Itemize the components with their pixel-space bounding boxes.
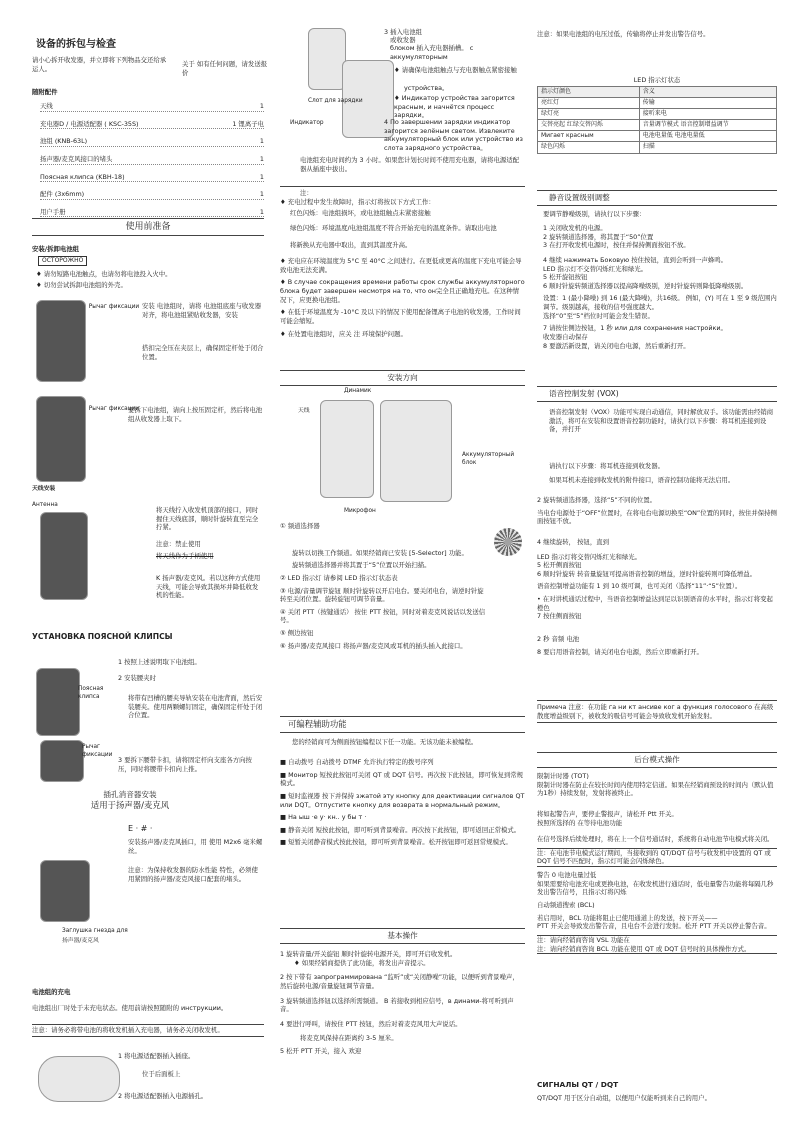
low-voltage-note: 注意：如果电池组的电压过低，传输将停止并发出警告信号。 xyxy=(537,30,710,38)
squelch-step: 收发器自动保存 xyxy=(543,333,588,342)
charge-note-item: 将新换从充电器中取出，直到其温度升高。 xyxy=(290,240,412,249)
bg-item: 警告 0 电池电量过低 xyxy=(537,871,597,880)
jack-title: 插孔消音器安装 xyxy=(103,790,157,799)
bg-item: 自动频道搜索 (BCL) xyxy=(537,901,595,910)
charge-note-item: ♦ 在低于环境温度为 -10°C 及以下的情况下使用配备锂离子电池的收发器，工作时间可能会缩短。 xyxy=(280,308,525,325)
basic-ops-title: 基本操作 xyxy=(280,928,525,944)
radio-front-figure xyxy=(380,400,452,502)
clip-step-2b: 将带有凹槽的腰夹导轨安装在电池背面，然后安装腰夹。使用两颗螺钉固定，确保固定杆处于闭合位置。 xyxy=(128,694,263,720)
charge-bullet-2: устройства。 xyxy=(404,84,449,92)
squelch-step: 2 旋转频道选择器，将其置于“50”位置 xyxy=(543,232,654,241)
control-item: ① 频道选择器 xyxy=(280,522,320,530)
label-plug: Заглушка гнезда для xyxy=(62,928,128,934)
background-ops-title: 后台模式操作 xyxy=(537,752,777,768)
squelch-step: LED 指示灯不交替闪烁红光和绿光。 xyxy=(543,264,648,273)
bg-item: 限制计时器在防止在较长时间内使用特定信道。如果在经销商预设的时间内（默认值为1秒）持续发射，发射将被终止。 xyxy=(537,780,774,798)
label-charging-slot: Слот для зарядки xyxy=(308,98,363,104)
intro-right-text: 关于 如有任何问题，请发送报价 xyxy=(182,60,268,77)
vox-step: 5 松开侧面按钮 xyxy=(537,561,582,570)
step-2-text: 要拆下电池组，请向上按压固定杆，然后将电池组从收发器上取下。 xyxy=(128,406,263,423)
led-table xyxy=(537,86,777,154)
programmable-item: ■ На ыш ·е у· кн.. у бы т · xyxy=(280,813,367,822)
background-ops-list xyxy=(537,772,777,954)
vox-step: LED 指示灯将交替闪烁红光和绿光。 xyxy=(537,552,642,561)
battery-figure xyxy=(308,28,346,90)
qt-dqt-text: QT/DQT 用于区分自动组，以便用户仅能听到来自己的用户。 xyxy=(537,1094,711,1102)
led-table-row: Мигает красным 电池电量低 电池电量低 xyxy=(538,131,777,142)
vox-title: 语音控制发射 (VOX) xyxy=(537,386,777,402)
vox-intro: 语音控制发射（VOX）功能可实现自动通信，同时解放双手。该功能需由经销商激活，将可在安装和设置语音控制功能时，请执行以下步骤：将耳机连接到设备，并打开 xyxy=(549,408,774,434)
programmable-item: ■ Монитор 短按此按钮可关闭 QT 或 DQT 信号。再次按下此按钮，即可恢复到常规模式。 xyxy=(280,770,524,788)
jack-text-1: E · # · xyxy=(128,824,153,833)
squelch-steps xyxy=(543,224,777,350)
charge-bullet-3: ♦ Индикатор устройства загорится красным, и начнётся процесс зарядки。 xyxy=(394,94,525,120)
squelch-step: 3 在打开收发机电源时，按住并保持侧面按钮不放。 xyxy=(543,241,690,250)
squelch-step: 6 顺时针旋转频道选择器以提高降噪级别，逆时针旋转则降低降噪级别。 xyxy=(543,281,748,290)
jack-note: 注意：为保持收发器的防水性能 特性，必须使用紧固的扬声器/麦克风接口配套的堵头。 xyxy=(128,866,258,883)
label-antenna-2: 天线 xyxy=(298,408,310,414)
vox-step: 2 秒 音频 电池 xyxy=(537,635,580,644)
step-1-text: 安装 电池组时，请将 电池组底座与收发器对齐，将电池组紧贴收发器，安装 xyxy=(142,302,262,319)
jack-text-2: 安装扬声器/麦克风插口，用 使用 M2x6 毫米螺丝。 xyxy=(128,838,263,855)
programmable-item: ■ 静音关闭 短按此按钮，即可听到背景噪音。再次按下此按钮，即可返回正常模式。 xyxy=(280,825,521,834)
accessory-row: 配件 (3x6mm) 1 xyxy=(40,190,264,199)
accessory-row: 池组 (KNB-63L) 1 xyxy=(40,137,264,146)
basic-step: ♦ 如果经销商提供了此功能，将发出声音提示。 xyxy=(294,959,525,968)
control-item: ⑤ 侧边按钮 xyxy=(280,629,314,638)
bg-item: PTT 开关会导致发出警告音，且电台不会进行发射。松开 PTT 开关以停止警告音。 xyxy=(537,922,771,931)
clip-install-figure xyxy=(36,668,80,736)
control-item: 旋转以切换工作频道。如果经销商已安装 [5-Selector] 功能。 xyxy=(292,548,468,557)
charge-note-item: ♦ 充电过程中发生故障时，指示灯将按以下方式工作： xyxy=(280,198,525,207)
squelch-intro: 要调节静噪级别，请执行以下步骤： xyxy=(543,210,646,218)
label-microphone: Микрофон xyxy=(344,508,376,514)
vox-note: Примеча 注意：在功能 га ни кт ансиве ког а функция голосового 在高级散度增益级别下，被收发的吸信号可能会导致收发机开始发射。 xyxy=(537,700,777,723)
vox-step: 语音控制增益功能有 1 到 10 级可调，也可关闭（选择“11”·“5”位置）。 xyxy=(537,582,742,591)
page-title: 设备的拆包与检查 xyxy=(36,39,116,50)
vox-steps xyxy=(537,496,777,656)
intro-text: 请小心拆开收发器，并立即将下列物品交还给承运人。 xyxy=(32,56,167,73)
channel-knob-figure xyxy=(494,528,522,556)
radio-back-figure xyxy=(320,400,374,498)
charge-step-3a: 3 插入电池组 xyxy=(384,28,423,36)
accessory-row: 天线 1 xyxy=(40,102,264,110)
charge-note-item: 红色闪烁：电池组损坏，或电池组触点未紧密接触 xyxy=(290,209,431,218)
caution-item: ♦ 请勿短路电池触点，也请勿将电池投入火中。 xyxy=(36,270,264,279)
led-table-row: 亮红灯 传输 xyxy=(538,98,777,109)
notes-label: 注： xyxy=(300,189,313,197)
led-table-title: LED 指示灯状态 xyxy=(633,76,681,84)
squelch-step: 5 松开旋钮按钮 xyxy=(543,273,588,282)
label-speaker: Динамик xyxy=(344,388,372,394)
jack-title-2: 适用于扬声器/麦克风 xyxy=(90,800,170,810)
label-antenna: Антенна xyxy=(32,502,58,508)
vox-step: 7 按住侧面按钮 xyxy=(537,612,582,621)
antenna-text-2: K 扬声器/麦克风。若以这种方式使用天线，可能会导致其损坏并降低收发机的性能。 xyxy=(156,574,261,600)
programmable-item: ■ 短暂关闭静音模式按此按钮，即可听到背景噪音。松开按钮即可返回常规模式。 xyxy=(280,838,512,847)
qt-dqt-title: СИГНАЛЫ QT / DQT xyxy=(537,1080,619,1089)
led-table-header: 指示灯颜色 含义 xyxy=(538,87,777,98)
squelch-step: 1 关闭收发机的电源。 xyxy=(543,224,607,232)
squelch-step: 设置：1 (最小降噪) 到 16 (最大降噪)，共16级。 例如，(Y) 可在 1 至 9 级范围内调节。级别越高，接收的信号强度越大。 xyxy=(543,294,777,312)
squelch-step: 选择“0”至“5”档位时可能会发生错误。 xyxy=(543,311,654,320)
control-item: ⑥ 扬声器/麦克风接口 将扬声器/麦克风或耳机的插头插入此接口。 xyxy=(280,641,467,650)
control-item: 旋转频道选择器并将其置于“5”位置以开始扫描。 xyxy=(292,561,431,570)
charge-step-3b: 或收发器 xyxy=(390,36,416,44)
caution-item: ♦ 切勿尝试拆卸电池组的外壳。 xyxy=(36,281,264,290)
charge-label-rear: 位于后面板上 xyxy=(142,1070,181,1078)
label-lever-2: Рычаг фиксации xyxy=(88,406,140,412)
bg-item: 注：请向经销商咨询 BCL 功能在使用 QT 或 DQT 信号时的具体操作方式。 xyxy=(537,945,777,955)
clip-step-1: 1 按照上述说明取下电池组。 xyxy=(118,658,201,666)
charger-figure xyxy=(38,1056,120,1102)
led-table-row: 绿色闪烁 扫描 xyxy=(538,142,777,153)
basic-step: 5 松开 PTT 开关，接入 欢迎 xyxy=(280,1047,362,1056)
label-battery-pack: Аккумуляторный блок xyxy=(462,452,515,466)
basic-step: 将麦克风保持在距离约 3-5 厘米。 xyxy=(300,1034,398,1043)
label-belt-clip: Поясная клипса xyxy=(78,686,104,700)
charge-note-item: ♦ В случае сокращения времени работы срок службы аккумуляторного блока будет завершен несмотря на то, что он完全且正确地充电。在这种情况下，应更换电池组。 xyxy=(280,278,525,304)
vox-step: 当电台电源处于“OFF”位置时，在将电台电源切换至“ON”位置的同时，按住并保持侧面按钮不放。 xyxy=(537,508,777,526)
charge-note-item: ♦ 在处置电池组时，应关 注 环境保护问题。 xyxy=(280,330,525,339)
bg-item: 限制计时器 (TOT) xyxy=(537,772,589,780)
control-item: ④ 关闭 PTT（按键通话） 按住 PTT 按钮，同时对着麦克风说话以发送信号。 xyxy=(280,607,486,625)
accessory-row: 扬声器/麦克风接口的堵头 1 xyxy=(40,154,264,163)
vox-step: 6 顺时针旋转 转音量旋钮可提高语音控制的增益，逆时针旋转则可降低增益。 xyxy=(537,569,757,578)
accessory-row: 充电器D / 电源适配器 ( KSC-35S) 1 锂离子电 xyxy=(40,119,264,128)
bg-item: 若启用时，BCL 功能将阻止已使用通道上的发送，按下开关—— xyxy=(537,913,718,922)
vox-step: • 在对讲机通话过程中，当语音控制增益达到足以识别语音的水平时，指示灯将变起橙色 xyxy=(537,595,773,612)
programmable-title: 可编程辅助功能 xyxy=(280,716,525,733)
programmable-list xyxy=(280,758,525,847)
charge-step-1: 1 将电源适配器插入插座。 xyxy=(118,1052,195,1060)
charge-note-item: ♦ 充电应在环境温度为 5°C 至 40°C 之间进行。在更低或更高的温度下充电可能会导致电池无法充满。 xyxy=(280,257,525,274)
caution-label: ОСТОРОЖНО xyxy=(38,256,87,266)
charge-step-3c: блоком 插入充电器插槽。 с аккумуляторным xyxy=(390,44,474,61)
squelch-step: 4 继续 нажимать Боковую 按住按钮，直到会听到一声蜂鸣。 xyxy=(543,255,728,264)
basic-step: 3 旋转频道选择钮以选择所需频道。 В 若接收到相应信号，в динами-将可听到声音。 xyxy=(280,996,514,1014)
antenna-figure xyxy=(40,512,88,600)
antenna-note: 注意：禁止使用 xyxy=(156,540,201,548)
bg-item: 在信号选择后续处理时，将在上一个信号通话时，系统将自动电池节电模式将关闭。 xyxy=(537,835,774,844)
bg-item: 注：在电池节电模式运行期间，当接收到的 QT/DQT 信号与收发机中设置的 QT 或 DQT 信号不匹配时，指示灯可能会闪烁绿色。 xyxy=(537,848,777,867)
charge-step-2: 2 将电源适配器插入电源插孔。 xyxy=(118,1092,208,1100)
vox-step: 4 继续旋转， 按钮，直到 xyxy=(537,537,610,546)
accessory-row: 用户手册 1 xyxy=(40,207,264,216)
programmable-item: ■ 自动拨号 自动拨号 DTMF 允许执行特定的拨号序列 xyxy=(280,758,434,766)
battery-heading: 安装/拆卸电池组 xyxy=(32,245,80,253)
accessories-heading: 随附配件 xyxy=(32,88,58,96)
vox-text-2: 请执行以下步骤：将耳机连接到收发器。 xyxy=(549,462,665,470)
controls-list xyxy=(280,522,490,650)
label-antenna-install: 天线安装 xyxy=(32,486,56,492)
basic-step: 1 旋转音量/开关旋钮 顺时针旋转电源开关，即可开启收发机。 xyxy=(280,950,457,958)
charge-time-text: 电池组充电时间约为 3 小时。如果您计划长时间不使用充电器，请将电源适配器从插座中拔出。 xyxy=(300,156,520,173)
clip-remove-figure xyxy=(40,740,84,782)
bg-item: 将如起警告声，要停止警报声，请松开 Ptt 开关。 xyxy=(537,809,678,818)
programmable-item: ■ 短时监视器 按下并保持 зжатой эту кнопку для деактивации сигналов QT или DQT。Отпустите кнопку для возврата в нормальный режим。 xyxy=(280,791,525,809)
caution-box xyxy=(38,256,87,266)
accessories-list xyxy=(40,102,264,225)
basic-step: 2 按下带有 запрограммирована “监听”或“关闭静噪”功能，以便听到背景噪声，然后旋转电源/音量旋钮调节音量。 xyxy=(280,973,519,990)
programmable-intro: 您的经销商可为侧面按钮编程以下任一功能。无该功能未被编程。 xyxy=(292,738,478,746)
section-prep-title: 使用前准备 xyxy=(32,218,264,236)
led-table-row: 绿灯亮 接听来电 xyxy=(538,109,777,120)
control-item: ③ 电源/音量调节旋钮 顺时针旋转以开启电台。要关闭电台，请逆时针旋转至关闭位置。旋转旋钮可调节音量。 xyxy=(280,586,484,604)
jack-figure xyxy=(40,860,90,922)
battery-remove-figure xyxy=(36,396,86,482)
charge-text: 电池组出厂时处于未充电状态。使用前请按照随附的 инструкции。 xyxy=(32,1004,228,1012)
charge-step-4: 4 По завершении зарядки индикатор загорится зелёным светом. Извлеките аккумуляторный блок или устройство из слота зарядного устройства。 xyxy=(384,118,523,152)
orientation-title: 安装方向 xyxy=(280,370,525,386)
charge-note: 注意：请务必将带电池的将收发机插入充电器，请务必关闭收发机。 xyxy=(32,1024,264,1037)
step-1b-text: 搭扣完全压在夹层上，确保固定杆处于闭合位置。 xyxy=(142,344,264,361)
charge-heading: 电池组的充电 xyxy=(32,988,71,996)
squelch-step: 8 要激活新设置，请关闭电台电源，然后重新打开。 xyxy=(543,341,690,350)
charge-note-item: 绿色闪烁：环境温度/电池组温度不符合开始充电的温度条件。请取出电池 xyxy=(290,223,497,232)
accessory-row: Поясная клипса (KBH-18) 1 xyxy=(40,172,264,181)
label-lever-3: Рычаг фиксации xyxy=(82,744,113,758)
clip-step-2: 2 安装腰夹时 xyxy=(118,674,157,682)
antenna-note-2: 将天线作为手柄使用 xyxy=(156,552,214,560)
antenna-text: 将天线拧入收发机顶部的接口，同时握住天线底部，顺时针旋转直至完全拧紧。 xyxy=(156,506,259,532)
led-table-row: 交替亮起 红绿交替闪烁 音量调节模式 语音控制增益调节 xyxy=(538,120,777,131)
vox-step: 8 要启用语音控制，请关闭电台电源，然后立即重新打开。 xyxy=(537,647,703,656)
vox-step: 2 旋转频道选择器，选择“5”不同的位置。 xyxy=(537,496,657,504)
control-item: ② LED 指示灯 请参阅 LED 指示灯状态表 xyxy=(280,573,398,582)
basic-step: 4 要进行呼叫，请按住 PTT 按钮，然后对着麦克风用大声说话。 xyxy=(280,1019,462,1028)
squelch-title: 静音设置级别调整 xyxy=(537,190,777,206)
label-indicator: Индикатор xyxy=(290,120,324,126)
label-lever-1: Рычаг фиксации xyxy=(88,304,140,310)
vox-text-3: 如果耳机未连接到收发机的附件接口，语音控制功能将无法启用。 xyxy=(549,476,735,484)
clip-title: УСТАНОВКА ПОЯСНОЙ КЛИПСЫ xyxy=(32,632,173,641)
charge-bullet-1: ♦ 请确保电池组触点与充电器触点紧密接触 xyxy=(394,66,525,75)
bg-item: 注：请向经销商咨询 VSL 功能在 xyxy=(537,935,777,945)
battery-install-figure xyxy=(36,300,86,382)
label-plug-2: 扬声器/麦克风 xyxy=(62,938,99,944)
clip-step-3: 3 要拆下腰带卡扣，请将固定杆向支座各方向按压，同时将腰带卡扣向上推。 xyxy=(118,756,252,773)
squelch-step: 7 请按住侧边按钮，1 秒 или для сохранения настройки。 xyxy=(543,324,727,333)
charge-notes xyxy=(280,186,525,338)
bg-item: 如果需要给电池充电或更换电池，在收发机进行通话时，低电量警告功能将每隔几秒发出警告信号，且指示灯将闪烁 xyxy=(537,879,774,897)
bg-item: 按照所选择的 在等待电池功能 xyxy=(537,818,623,827)
basic-ops-list xyxy=(280,950,525,1056)
